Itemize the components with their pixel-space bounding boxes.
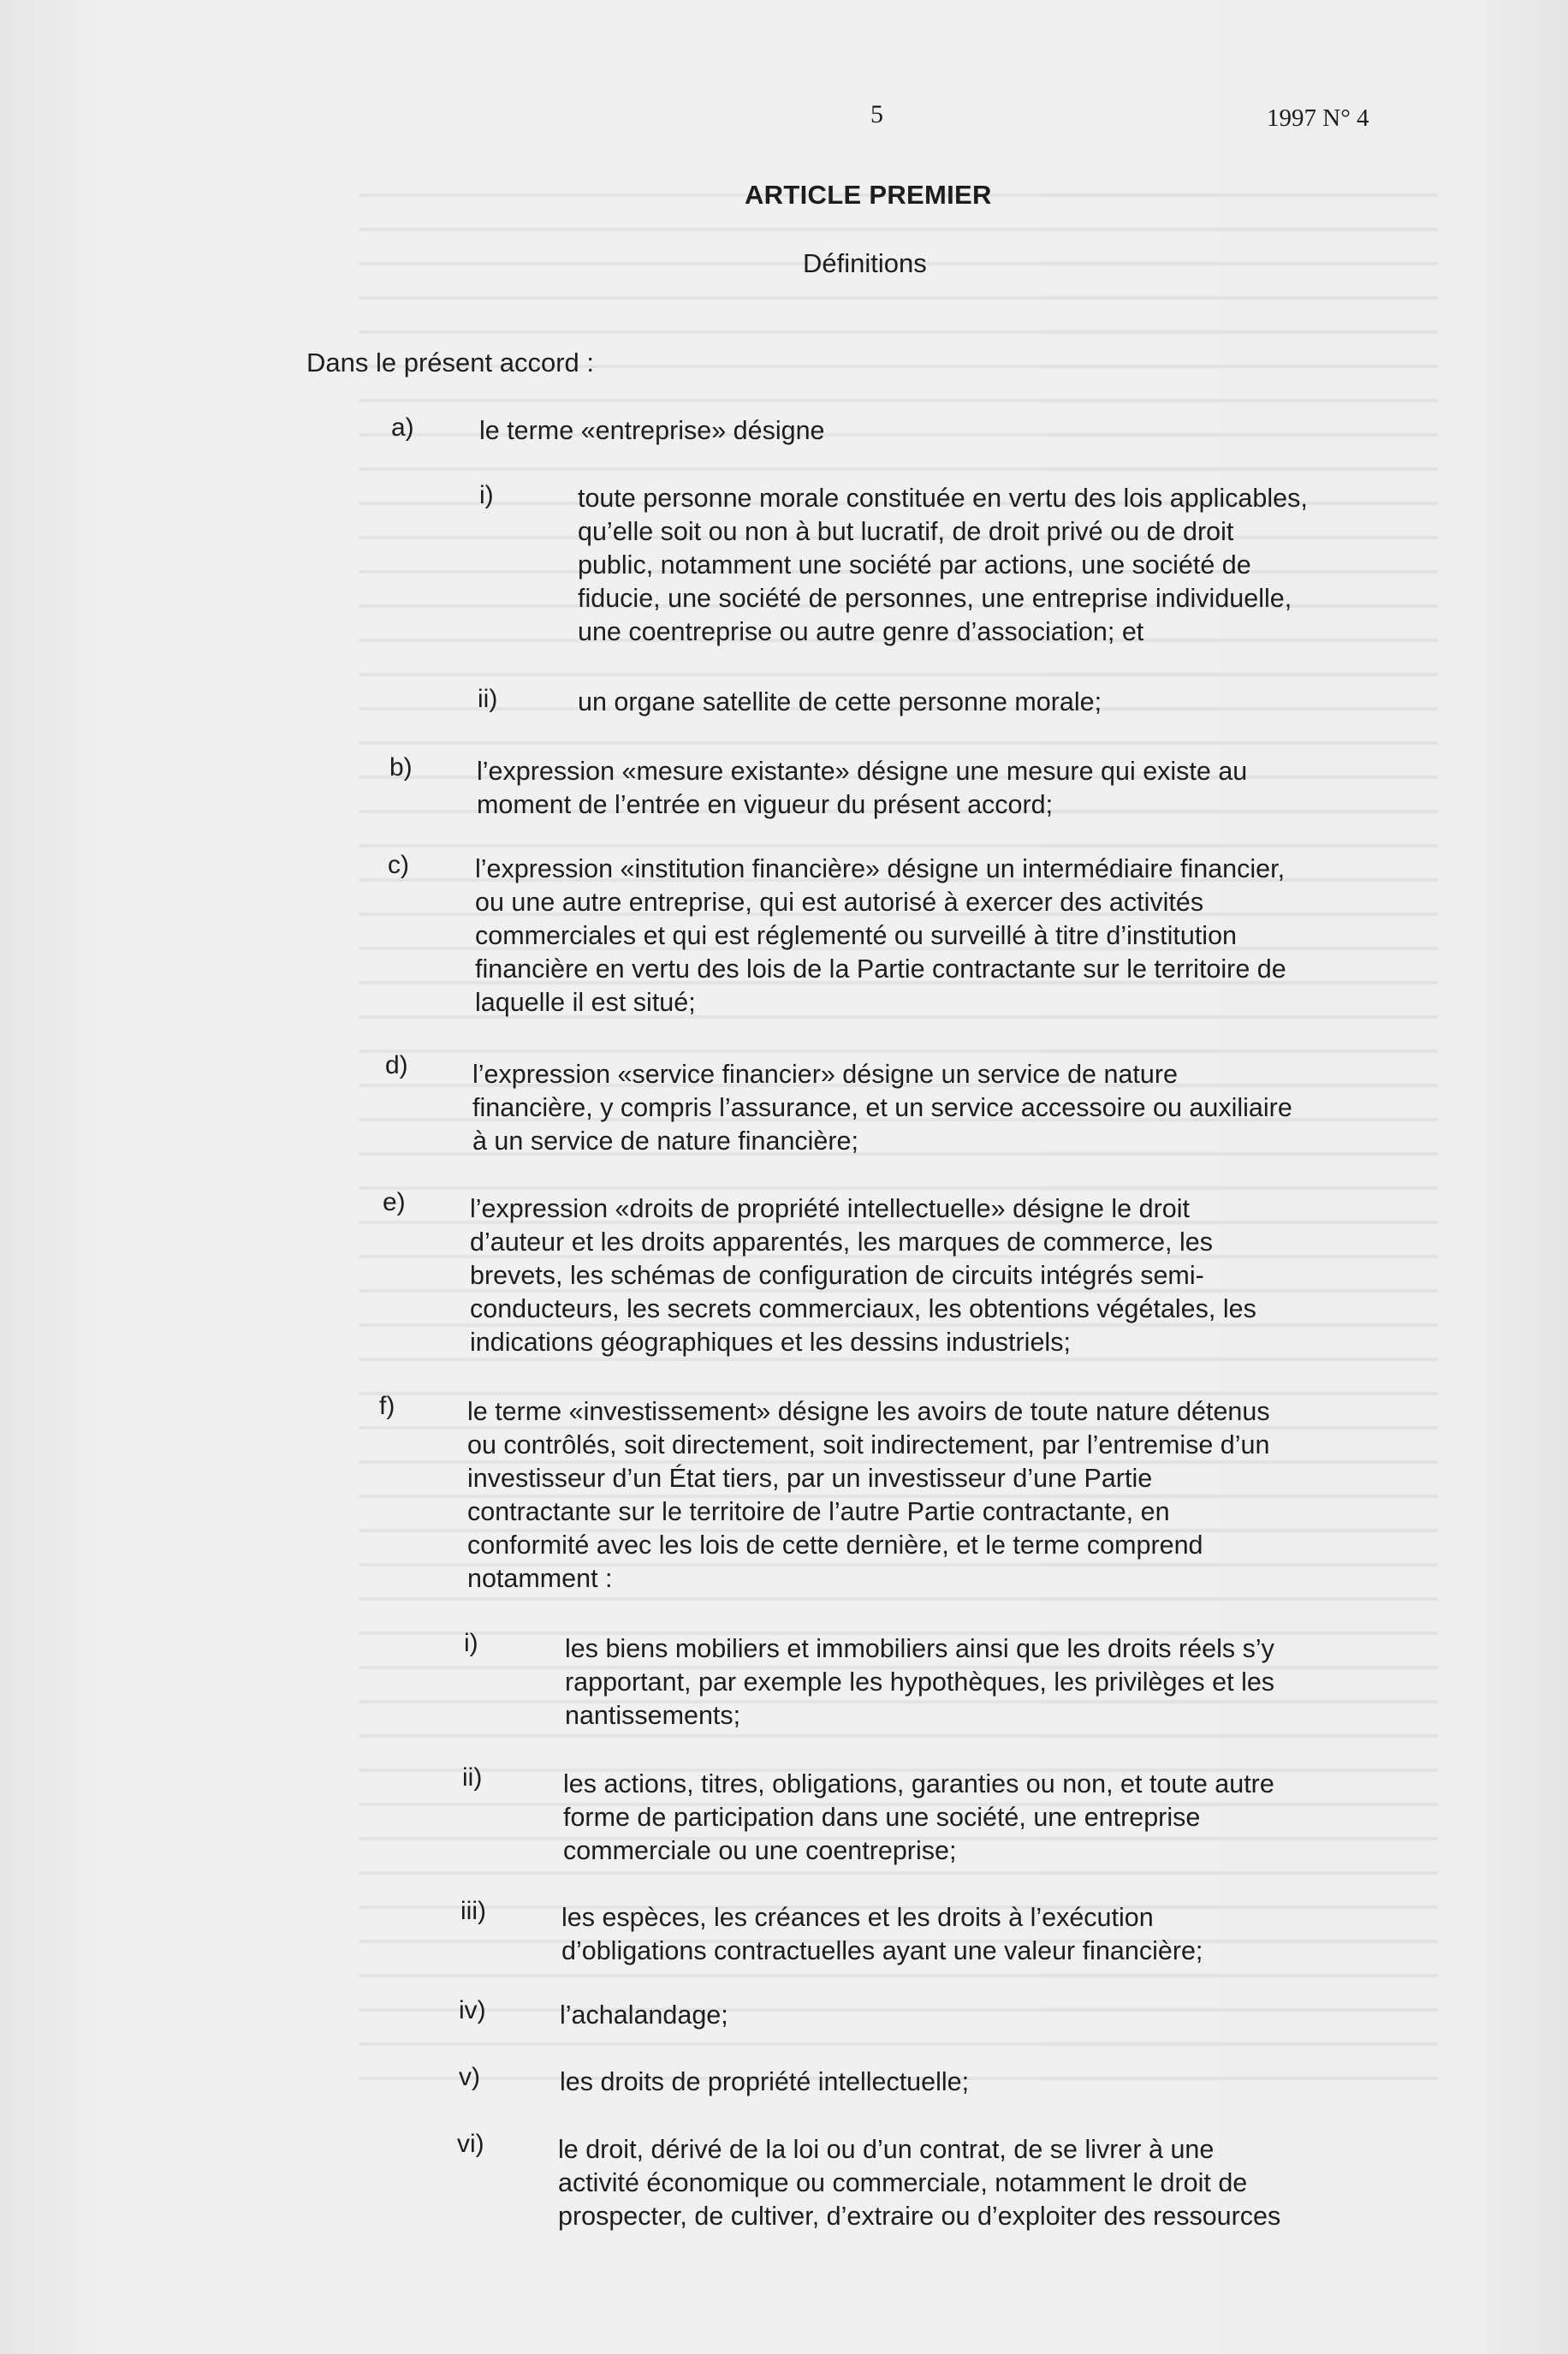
item-label: d) [385,1051,408,1079]
text-line: laquelle il est situé; [475,988,696,1017]
text-line: l’expression «droits de propriété intellectuelle» désigne le droit [470,1194,1190,1223]
issue-reference: 1997 N° 4 [1267,104,1369,132]
text-line: l’expression «mesure existante» désigne une mesure qui existe au [477,757,1248,786]
item-text [479,414,1446,448]
text-line: les espèces, les créances et les droits à l’exécution [561,1903,1154,1932]
text-line: d’auteur et les droits apparentés, les marques de commerce, les [470,1228,1213,1257]
item-text [578,482,1545,649]
text-line: commerciales et qui est réglementé ou surveillé à titre d’institution [475,921,1237,950]
item-label: vi) [457,2130,484,2158]
text-line: commerciale ou une coentreprise; [563,1836,957,1865]
intro-text: Dans le présent accord : [306,348,595,377]
text-line: les actions, titres, obligations, garanties ou non, et toute autre [563,1769,1274,1798]
text-line: nantissements; [565,1701,741,1730]
item-label: b) [389,753,413,782]
text-line: l’expression «institution financière» désigne un intermédiaire financier, [475,854,1286,883]
text-line: moment de l’entrée en vigueur du présent accord; [477,790,1054,819]
item-label: i) [479,481,494,509]
item-text [558,2133,1525,2233]
text-line: le droit, dérivé de la loi ou d’un contrat, de se livrer à une [558,2135,1215,2164]
text-line: conducteurs, les secrets commerciaux, les obtentions végétales, les [470,1294,1256,1323]
item-label: i) [464,1629,478,1657]
item-text [560,2066,1527,2099]
text-line: forme de participation dans une société, une entreprise [563,1803,1201,1832]
item-text [560,1999,1527,2032]
text-line: notamment : [467,1564,613,1593]
item-label: ii) [478,685,498,713]
text-line: un organe satellite de cette personne morale; [578,687,1102,716]
item-label: e) [383,1188,406,1216]
item-label: iv) [459,1996,486,2024]
text-line: toute personne morale constituée en vertu des lois applicables, [578,484,1308,513]
text-line: financière en vertu des lois de la Partie contractante sur le territoire de [475,954,1286,984]
item-text [470,1192,1437,1359]
item-text [467,1395,1434,1596]
text-line: une coentreprise ou autre genre d’association; et [578,617,1144,646]
item-text [472,1058,1440,1158]
text-line: les droits de propriété intellectuelle; [560,2067,970,2096]
text-line: prospecter, de cultiver, d’extraire ou d’exploiter des ressources [558,2202,1281,2231]
text-line: contractante sur le territoire de l’autre Partie contractante, en [467,1497,1170,1526]
text-line: indications géographiques et les dessins industriels; [470,1328,1071,1357]
text-line: investisseur d’un État tiers, par un investisseur d’une Partie [467,1464,1153,1493]
page-number: 5 [870,100,883,128]
text-line: public, notamment une société par actions, une société de [578,550,1251,580]
section-subtitle: Définitions [803,248,927,278]
text-line: activité économique ou commerciale, notamment le droit de [558,2168,1248,2197]
text-line: fiducie, une société de personnes, une entreprise individuelle, [578,584,1292,613]
item-text [565,1632,1532,1733]
text-line: à un service de nature financière; [472,1126,858,1156]
item-label: v) [459,2063,480,2091]
item-text [561,1901,1529,1968]
item-text [475,853,1442,1019]
text-line: ou contrôlés, soit directement, soit indirectement, par l’entremise d’un [467,1430,1270,1459]
item-label: f) [379,1392,395,1420]
text-line: l’expression «service financier» désigne un service de nature [472,1060,1178,1089]
text-line: rapportant, par exemple les hypothèques, les privilèges et les [565,1667,1275,1697]
item-text [477,755,1444,822]
text-line: brevets, les schémas de configuration de circuits intégrés semi- [470,1261,1204,1290]
text-line: ou une autre entreprise, qui est autorisé à exercer des activités [475,888,1204,917]
text-line: d’obligations contractuelles ayant une valeur financière; [561,1936,1203,1965]
item-label: ii) [462,1763,483,1792]
text-line: les biens mobiliers et immobiliers ainsi que les droits réels s’y [565,1634,1274,1663]
item-text [563,1768,1530,1868]
item-label: c) [388,851,409,879]
text-line: l’achalandage; [560,2000,728,2030]
item-label: iii) [460,1897,486,1925]
text-line: conformité avec les lois de cette dernière, et le terme comprend [467,1531,1203,1560]
text-line: financière, y compris l’assurance, et un service accessoire ou auxiliaire [472,1093,1292,1122]
item-label: a) [391,413,414,442]
text-line: le terme «entreprise» désigne [479,416,825,445]
text-line: le terme «investissement» désigne les avoirs de toute nature détenus [467,1397,1270,1426]
text-line: qu’elle soit ou non à but lucratif, de droit privé ou de droit [578,517,1234,546]
article-title: ARTICLE PREMIER [745,180,992,210]
item-text [578,686,1545,719]
